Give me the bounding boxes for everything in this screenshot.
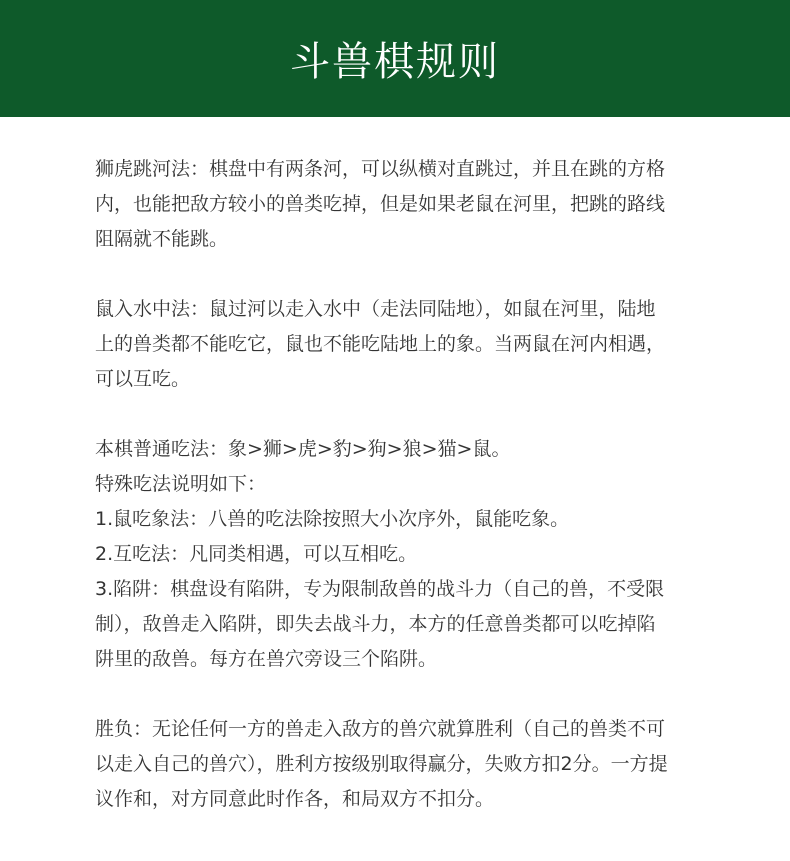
rule-section-eating-order [95, 432, 710, 677]
paragraph-line: 阻隔就不能跳。 [95, 228, 229, 250]
paragraph-line: 以走入自己的兽穴），胜利方按级别取得赢分，失败方扣2分。一方提 [95, 753, 668, 775]
paragraph-line: 上的兽类都不能吃它，鼠也不能吃陆地上的象。当两鼠在河内相遇， [95, 333, 666, 355]
paragraph-line: 内，也能把敌方较小的兽类吃掉，但是如果老鼠在河里，把跳的路线 [95, 193, 666, 215]
paragraph-line: 2.互吃法：凡同类相遇，可以互相吃。 [95, 543, 418, 565]
rule-section-lion-tiger-jump [95, 152, 710, 257]
paragraph-line: 3.陷阱：棋盘设有陷阱，专为限制敌兽的战斗力（自己的兽，不受限 [95, 578, 665, 600]
paragraph-line: 本棋普通吃法：象>狮>虎>豹>狗>狼>猫>鼠。 [95, 438, 511, 460]
rule-section-rat-water [95, 292, 710, 397]
page-title: 斗兽棋规则 [290, 39, 500, 85]
paragraph-line: 可以互吃。 [95, 368, 191, 390]
section-spacer [95, 257, 710, 292]
paragraph-line: 特殊吃法说明如下： [95, 473, 267, 495]
paragraph-line: 阱里的敌兽。每方在兽穴旁设三个陷阱。 [95, 648, 438, 670]
rule-section-victory [95, 712, 710, 817]
rules-content [95, 152, 710, 817]
section-spacer [95, 677, 710, 712]
paragraph-line: 制），敌兽走入陷阱，即失去战斗力，本方的任意兽类都可以吃掉陷 [95, 613, 656, 635]
title-banner [0, 0, 790, 117]
paragraph-line: 狮虎跳河法：棋盘中有两条河，可以纵横对直跳过，并且在跳的方格 [95, 158, 666, 180]
paragraph-line: 议作和，对方同意此时作各，和局双方不扣分。 [95, 788, 495, 810]
paragraph-line: 鼠入水中法：鼠过河以走入水中（走法同陆地），如鼠在河里，陆地 [95, 298, 656, 320]
paragraph-line: 胜负：无论任何一方的兽走入敌方的兽穴就算胜利（自己的兽类不可 [95, 718, 666, 740]
paragraph-line: 1.鼠吃象法：八兽的吃法除按照大小次序外，鼠能吃象。 [95, 508, 570, 530]
section-spacer [95, 397, 710, 432]
